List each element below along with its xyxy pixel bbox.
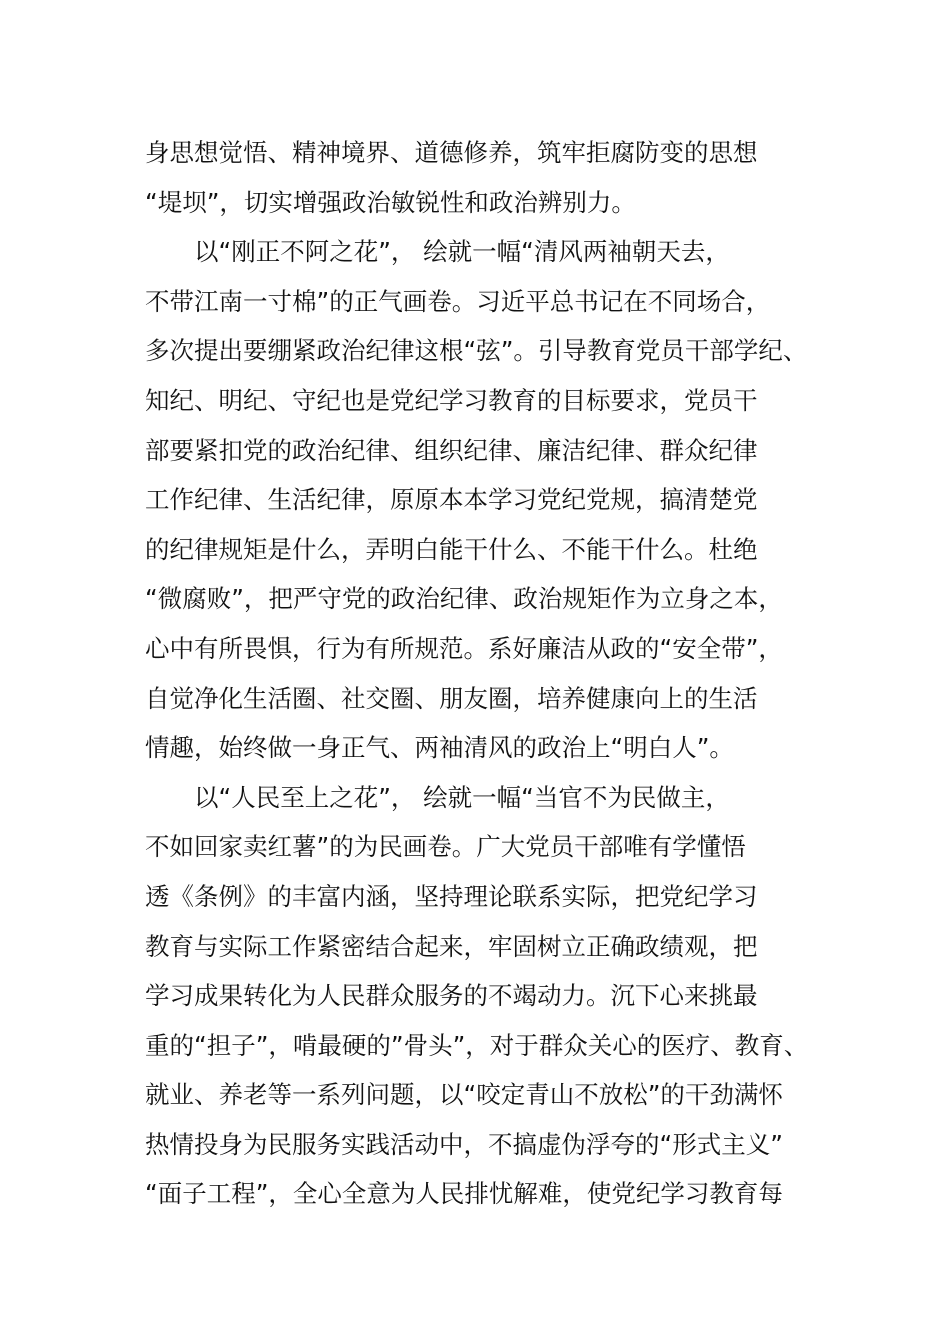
text-line: 就业、养老等一系列问题，以“咬定青山不放松”的干劲满怀 [145, 1080, 783, 1110]
text-line: 情趣，始终做一身正气、两袖清风的政治上“明白人”。 [145, 733, 734, 763]
text-line: 工作纪律、生活纪律，原原本本学习党纪党规，搞清楚党 [145, 485, 758, 515]
text-line: 自觉净化生活圈、社交圈、朋友圈，培养健康向上的生活 [145, 683, 758, 713]
text-line: 知纪、明纪、守纪也是党纪学习教育的目标要求，党员干 [145, 385, 758, 415]
text-line: 不带江南一寸棉”的正气画卷。习近平总书记在不同场合， [145, 286, 771, 316]
body-text [145, 128, 835, 1219]
text-line: 部要紧扣党的政治纪律、组织纪律、廉洁纪律、群众纪律 [145, 435, 758, 465]
text-line: 教育与实际工作紧密结合起来，牢固树立正确政绩观，把 [145, 931, 758, 961]
text-line: 重的“担子”，啃最硬的”骨头”，对于群众关心的医疗、教育、 [145, 1030, 809, 1060]
text-line: 透《条例》的丰富内涵，坚持理论联系实际，把党纪学习 [145, 881, 758, 911]
text-line: “堤坝”，切实增强政治敏锐性和政治辨别力。 [145, 187, 636, 217]
text-line: “微腐败”，把严守党的政治纪律、政治规矩作为立身之本， [145, 584, 783, 614]
text-line: 身思想觉悟、精神境界、道德修养，筑牢拒腐防变的思想 [145, 138, 758, 167]
paragraph-start-line: 以“人民至上之花”， 绘就一幅“当官不为民做主， [194, 782, 730, 812]
paragraph-start-line: 以“刚正不阿之花”， 绘就一幅“清风两袖朝天去， [194, 237, 730, 267]
text-line: 心中有所畏惧，行为有所规范。系好廉洁从政的“安全带”， [145, 633, 783, 663]
text-line: 热情投身为民服务实践活动中，不搞虚伪浮夸的“形式主义” [145, 1129, 783, 1159]
text-line: 的纪律规矩是什么，弄明白能干什么、不能干什么。杜绝 [145, 534, 758, 564]
text-line: “面子工程”，全心全意为人民排忧解难，使党纪学习教育每 [145, 1179, 783, 1209]
text-line: 学习成果转化为人民群众服务的不竭动力。沉下心来挑最 [145, 981, 758, 1011]
text-line: 多次提出要绷紧政治纪律这根“弦”。引导教育党员干部学纪、 [145, 336, 808, 366]
text-line: 不如回家卖红薯”的为民画卷。广大党员干部唯有学懂悟 [145, 832, 746, 862]
